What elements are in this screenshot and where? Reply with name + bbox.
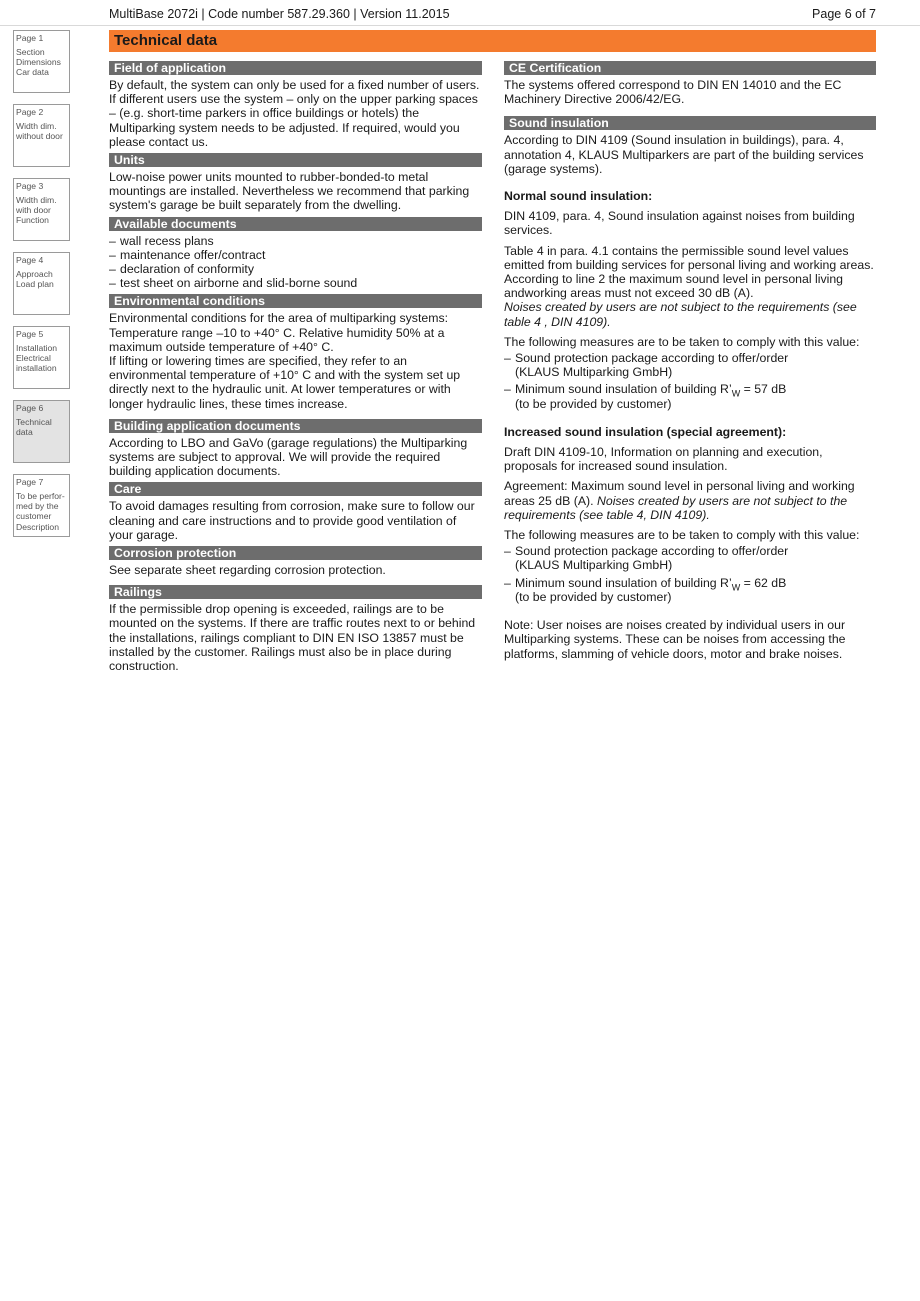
- sidebar-topic-label: Car data: [16, 67, 49, 78]
- section-heading-sound-insulation: Sound insulation: [504, 116, 876, 130]
- page-navigation: [13, 30, 70, 548]
- list-item: – Minimum sound insulation of building $R’_W = 57$ dB (to be provided by customer): [504, 382, 787, 411]
- section-field-of-application: [109, 78, 482, 149]
- section-railings: [109, 602, 482, 673]
- paragraph: The systems offered correspond to DIN EN 14010 and the EC Machinery Directive 2006/42/EG.: [504, 78, 842, 107]
- sidebar-page-3[interactable]: [13, 178, 70, 241]
- list-item: – declaration of conformity: [109, 262, 254, 277]
- sidebar-topic-label: Section: [16, 47, 45, 58]
- sidebar-topic-label: Width dim. with door: [16, 195, 57, 216]
- paragraph: To avoid damages resulting from corrosion, make sure to follow our cleaning and care instructions and to provide good ventilation of your garage.: [109, 499, 475, 542]
- page-number: Page 6 of 7: [812, 7, 876, 21]
- list-item: – Minimum sound insulation of building $R’_W = 62$ dB (to be provided by customer): [504, 575, 787, 604]
- paragraph: Environmental conditions for the area of multiparking systems: Temperature range –10 to +40° C. Relative humidity 50% at a maximum outside temperature of +40° C.: [109, 311, 449, 354]
- sidebar-topic-label: Width dim. without door: [16, 121, 63, 142]
- sidebar-page-label: Page 1: [16, 33, 44, 43]
- paragraph: Low-noise power units mounted to rubber-bonded-to metal mountings are installed. Nevertheless we recommend that parking system's garage be built separately from the dwelling.: [109, 170, 470, 213]
- section-heading-field-of-application: Field of application: [109, 61, 482, 75]
- section-units: [109, 170, 482, 213]
- sidebar-topic-label: Function: [16, 215, 49, 226]
- section-sound-insulation: [504, 133, 876, 660]
- sidebar-page-label: Page 3: [16, 181, 44, 191]
- section-heading-ce-certification: CE Certification: [504, 61, 876, 75]
- left-column: [109, 61, 482, 677]
- section-care: [109, 499, 482, 542]
- page-header: [109, 7, 876, 21]
- section-ce-certification: [504, 78, 876, 106]
- section-environmental-conditions: [109, 311, 482, 410]
- sidebar-page-2[interactable]: [13, 104, 70, 167]
- note-paragraph: Note: User noises are noises created by individual users in our Multiparking systems. These can be noises from accessing the platforms, slamming of vehicle doors, motor and brake noises.: [504, 618, 846, 661]
- list-item: – Sound protection package according to offer/order (KLAUS Multiparking GmbH): [504, 351, 789, 380]
- section-heading-available-documents: Available documents: [109, 217, 482, 231]
- right-column: [504, 61, 876, 665]
- subheading-normal-sound-insulation: Normal sound insulation:: [504, 189, 653, 204]
- sidebar-page-6[interactable]: [13, 400, 70, 463]
- list-item: – test sheet on airborne and slid-borne sound: [109, 276, 358, 291]
- paragraph: Draft DIN 4109-10, Information on planning and execution, proposals for increased sound insulation.: [504, 445, 823, 474]
- section-heading-care: Care: [109, 482, 482, 496]
- paragraph: If different users use the system – only on the upper parking spaces – (e.g. short-time parkers in office buildings or hotels) the Multiparking system needs to be adjusted. If required, would you please contact us.: [109, 92, 478, 149]
- sidebar-page-label: Page 2: [16, 107, 44, 117]
- sidebar-topic-label: Electrical installation: [16, 353, 57, 374]
- page-title: Technical data: [109, 30, 876, 52]
- section-heading-environmental-conditions: Environmental conditions: [109, 294, 482, 308]
- list-item: – wall recess plans: [109, 233, 214, 248]
- sidebar-page-label: Page 4: [16, 255, 44, 265]
- sidebar-page-4[interactable]: [13, 252, 70, 315]
- paragraph: The following measures are to be taken to comply with this value:: [504, 528, 860, 543]
- paragraph: Table 4 in para. 4.1 contains the permissible sound level values emitted from building services for personal living and working areas. According to line 2 the maximum sound level in personal living andworking areas must not exceed 30 dB (A). Noises created by users are not subject to the requirements (see table 4 , DIN 4109).: [504, 243, 874, 329]
- sidebar-page-label: Page 5: [16, 329, 44, 339]
- paragraph: Agreement: Maximum sound level in personal living and working areas 25 dB (A). Noises created by users are not subject to the requirements (see table 4, DIN 4109).: [504, 479, 855, 522]
- section-corrosion-protection: [109, 563, 482, 577]
- section-heading-units: Units: [109, 153, 482, 167]
- paragraph: If the permissible drop opening is exceeded, railings are to be mounted on the systems. If there are traffic routes next to or behind the installations, railings compliant to DIN EN ISO 13857 must be installed by the customer. Railings must also be in place during construction.: [109, 602, 476, 674]
- subheading-increased-sound-insulation: Increased sound insulation (special agreement):: [504, 424, 787, 439]
- sidebar-topic-label: Installation: [16, 343, 58, 354]
- sidebar-page-label: Page 7: [16, 477, 44, 487]
- list-item: – maintenance offer/contract: [109, 247, 266, 262]
- section-available-documents: [109, 234, 482, 291]
- section-heading-building-application-documents: Building application documents: [109, 419, 482, 433]
- list-item: – Sound protection package according to offer/order (KLAUS Multiparking GmbH): [504, 544, 789, 573]
- sidebar-topic-label: Technical data: [16, 417, 52, 438]
- sidebar-topic-label: Description: [16, 521, 59, 532]
- sidebar-topic-label: To be perfor-med by the customer: [16, 491, 65, 522]
- sidebar-topic-label: Approach: [16, 269, 53, 280]
- document-info: MultiBase 2072i | Code number 587.29.360 | Version 11.2015: [109, 7, 450, 21]
- sidebar-page-1[interactable]: [13, 30, 70, 93]
- paragraph: See separate sheet regarding corrosion protection.: [109, 563, 386, 578]
- section-building-application-documents: [109, 436, 482, 479]
- header-divider: [0, 25, 920, 26]
- sidebar-topic-label: Load plan: [16, 279, 54, 290]
- paragraph: By default, the system can only be used for a fixed number of users.: [109, 78, 480, 92]
- paragraph: The following measures are to be taken to comply with this value:: [504, 334, 860, 349]
- section-heading-railings: Railings: [109, 585, 482, 599]
- paragraph: If lifting or lowering times are specified, they refer to an environmental temperature of +10° C and with the system set up directly next to the hydraulic unit. At lower temperatures or with longer hydraulic lines, these times increase.: [109, 354, 461, 411]
- paragraph: According to LBO and GaVo (garage regulations) the Multiparking systems are subject to approval. We will provide the required building application documents.: [109, 435, 468, 479]
- paragraph: According to DIN 4109 (Sound insulation in buildings), para. 4, annotation 4, KLAUS Multiparkers are part of the building services (garage systems).: [504, 133, 864, 176]
- paragraph: DIN 4109, para. 4, Sound insulation against noises from building services.: [504, 209, 855, 238]
- sidebar-page-7[interactable]: [13, 474, 70, 537]
- sidebar-page-label: Page 6: [16, 403, 44, 413]
- section-heading-corrosion-protection: Corrosion protection: [109, 546, 482, 560]
- sidebar-topic-label: Dimensions: [16, 57, 61, 68]
- sidebar-page-5[interactable]: [13, 326, 70, 389]
